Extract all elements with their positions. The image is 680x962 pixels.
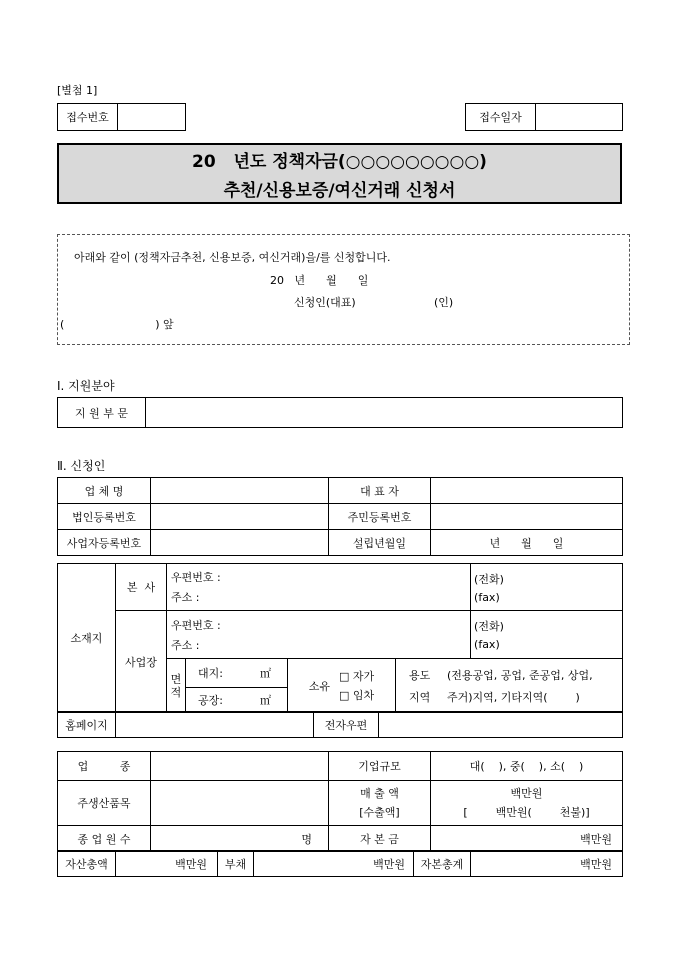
declaration-seal-label: (인)	[434, 296, 454, 309]
email-label: 전자우편	[314, 712, 379, 738]
total-assets-field[interactable]: 백만원	[116, 851, 218, 877]
receipt-date-label: 접수일자	[466, 104, 536, 131]
form-title-line1: 20 년도 정책자금(○○○○○○○○○)	[192, 151, 487, 172]
receipt-number-field[interactable]	[118, 104, 186, 131]
usage-district-cell[interactable]	[396, 659, 623, 713]
factory-area-field[interactable]	[186, 688, 288, 713]
site-zip-label: 우편번호 :	[171, 618, 221, 632]
company-scale-field[interactable]: 대( ), 중( ), 소( )	[431, 752, 623, 781]
address-table	[57, 563, 623, 713]
industry-field[interactable]	[151, 752, 329, 781]
company-name-field[interactable]	[151, 478, 329, 504]
ceo-label: 대 표 자	[329, 478, 431, 504]
table-row	[58, 712, 623, 738]
debt-label: 부채	[218, 851, 254, 877]
capital-field[interactable]: 백만원	[431, 826, 623, 852]
declaration-applicant-label: 신청인(대표)	[294, 296, 356, 309]
sales-field[interactable]: 백만원 [ 백만원( 천불)]	[431, 781, 623, 826]
receipt-number-label: 접수번호	[58, 104, 118, 131]
attachment-label: [별첨 1]	[57, 84, 98, 97]
usage-options-text: (전용공업, 공업, 준공업, 상업,	[447, 668, 593, 682]
founded-date-label: 설립년월일	[329, 530, 431, 556]
receipt-date-field[interactable]	[536, 104, 623, 131]
email-field[interactable]	[379, 712, 623, 738]
head-office-addr-label: 주소 :	[171, 591, 200, 604]
land-unit: ㎡	[260, 667, 271, 680]
table-row	[58, 530, 623, 556]
employees-field[interactable]: 명	[151, 826, 329, 852]
factory-unit: ㎡	[260, 694, 271, 707]
founded-date-field[interactable]: 년 월 일	[431, 530, 623, 556]
industry-label: 업 종	[58, 752, 151, 781]
factory-label: 공장:	[198, 694, 223, 707]
main-product-label: 주생산품목	[58, 781, 151, 826]
company-scale-label: 기업규모	[329, 752, 431, 781]
table-row	[58, 851, 623, 877]
ownership-cell	[288, 659, 396, 713]
declaration-box	[57, 234, 630, 345]
section1-heading: Ⅰ. 지원분야	[57, 379, 115, 393]
corp-reg-number-field[interactable]	[151, 504, 329, 530]
assets-table	[57, 850, 623, 877]
declaration-date-line: 20 년 월 일	[270, 274, 369, 287]
employees-label: 종 업 원 수	[58, 826, 151, 852]
table-row	[58, 504, 623, 530]
head-office-fax-label: (fax)	[474, 590, 500, 604]
total-equity-field[interactable]: 백만원	[471, 851, 623, 877]
capital-label: 자 본 금	[329, 826, 431, 852]
company-name-label: 업 체 명	[58, 478, 151, 504]
table-row	[58, 611, 623, 659]
business-info-table	[57, 751, 623, 852]
corp-reg-number-label: 법인등록번호	[58, 504, 151, 530]
ownership-lease-checkbox[interactable]: □ 임차	[339, 689, 375, 702]
land-label: 대지:	[198, 667, 223, 680]
business-site-label: 사업장	[116, 611, 167, 713]
receipt-date-box	[465, 103, 623, 131]
ownership-label: 소유	[308, 679, 331, 693]
table-row	[58, 781, 623, 826]
site-fax-label: (fax)	[474, 638, 500, 651]
area-label: 면 적	[167, 659, 186, 713]
declaration-recipient-field[interactable]: ( ) 앞	[60, 318, 174, 331]
support-table	[57, 397, 623, 428]
support-sector-field[interactable]	[146, 398, 623, 428]
homepage-label: 홈페이지	[58, 712, 116, 738]
usage-label: 용도	[409, 668, 431, 682]
site-address-field[interactable]	[167, 611, 471, 659]
head-office-label: 본 사	[116, 564, 167, 611]
site-telfax-field[interactable]	[471, 611, 623, 659]
head-office-zip-label: 우편번호 :	[171, 571, 221, 584]
title-box	[57, 143, 622, 204]
sales-label: 매 출 액 [수출액]	[329, 781, 431, 826]
head-office-address-field[interactable]	[167, 564, 471, 611]
biz-reg-number-label: 사업자등록번호	[58, 530, 151, 556]
location-label: 소재지	[58, 564, 116, 713]
receipt-number-box	[57, 103, 186, 131]
homepage-email-table	[57, 711, 623, 738]
table-row	[58, 478, 623, 504]
section2-heading: Ⅱ. 신청인	[57, 459, 106, 473]
ceo-field[interactable]	[431, 478, 623, 504]
head-office-tel-label: (전화)	[474, 572, 504, 586]
site-tel-label: (전화)	[474, 620, 504, 633]
table-row	[58, 752, 623, 781]
district-options-text: 주거)지역, 기타지역( )	[447, 690, 580, 704]
biz-reg-number-field[interactable]	[151, 530, 329, 556]
district-label: 지역	[409, 690, 431, 704]
resident-reg-number-label: 주민등록번호	[329, 504, 431, 530]
total-equity-label: 자본총계	[414, 851, 471, 877]
land-area-field[interactable]	[186, 659, 288, 688]
form-title-line2: 추천/신용보증/여신거래 신청서	[223, 180, 456, 201]
declaration-intro: 아래와 같이 (정책자금추천, 신용보증, 여신거래)을/를 신청합니다.	[74, 251, 391, 264]
total-assets-label: 자산총액	[58, 851, 116, 877]
table-row	[58, 564, 623, 611]
support-sector-label: 지 원 부 문	[58, 398, 146, 428]
ownership-self-checkbox[interactable]: □ 자가	[339, 670, 375, 683]
homepage-field[interactable]	[116, 712, 314, 738]
table-row	[58, 826, 623, 852]
debt-field[interactable]: 백만원	[254, 851, 414, 877]
resident-reg-number-field[interactable]	[431, 504, 623, 530]
head-office-telfax-field[interactable]	[471, 564, 623, 611]
site-addr-label: 주소 :	[171, 638, 200, 652]
main-product-field[interactable]	[151, 781, 329, 826]
applicant-info-table	[57, 477, 623, 556]
